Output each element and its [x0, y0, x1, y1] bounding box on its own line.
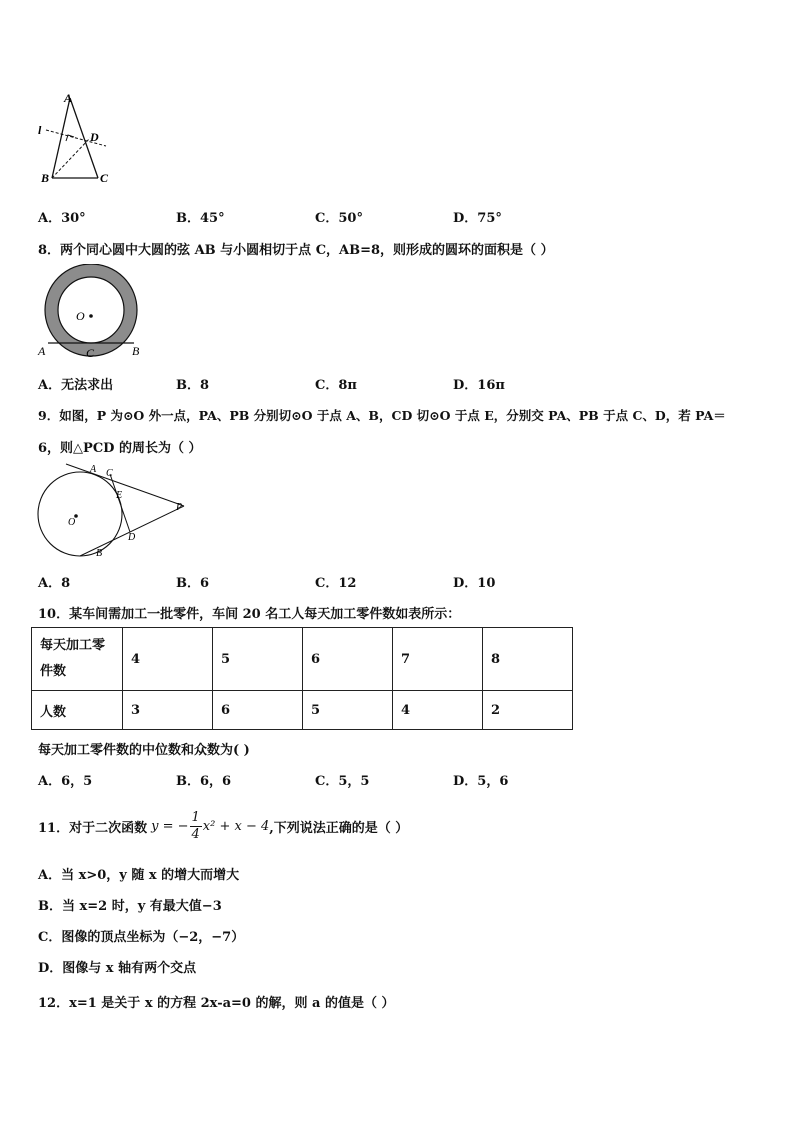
q12-stem: 12．x=1 是关于 x 的方程 2x-a=0 的解，则 a 的值是（ ）	[38, 996, 395, 1011]
q8-label-c: C	[86, 346, 95, 360]
q9-label-c: C	[106, 468, 113, 479]
table-cell: 4	[393, 691, 483, 730]
q11-option-c[interactable]: C．图像的顶点坐标为（−2，−7）	[38, 930, 245, 945]
q9-label-o: O	[68, 517, 76, 528]
q10-stem: 10．某车间需加工一批零件，车间 20 名工人每天加工零件数如表所示：	[38, 607, 461, 622]
q9-option-a[interactable]: A．8	[38, 576, 71, 591]
q9-label-b: B	[96, 548, 103, 559]
q8-label-o: O	[76, 309, 85, 323]
table-row	[32, 628, 573, 691]
q7-option-a[interactable]: A．30°	[38, 211, 86, 226]
q7-label-d: D	[90, 130, 99, 144]
q8-annulus-figure	[34, 264, 150, 360]
table-row	[32, 691, 573, 730]
q10-option-b[interactable]: B．6，6	[176, 774, 232, 789]
table-cell: 4	[123, 628, 213, 691]
q9-label-a: A	[90, 464, 97, 475]
q11-fraction-numerator: 1	[191, 809, 200, 825]
q9-label-p: P	[176, 502, 183, 513]
table-cell: 5	[213, 628, 303, 691]
q9-option-b[interactable]: B．6	[176, 576, 210, 591]
q9-stem-line2: 6，则△PCD 的周长为（ ）	[38, 441, 202, 456]
q11-fraction	[190, 810, 202, 843]
q8-option-c[interactable]: C．8π	[315, 378, 357, 393]
table-header-line1: 每天加工零	[40, 638, 106, 653]
q8-option-d[interactable]: D．16π	[453, 378, 505, 393]
q11-option-a[interactable]: A．当 x>0，y 随 x 的增大而增大	[38, 868, 240, 883]
q9-tangent-figure	[34, 458, 194, 562]
q11-formula-rhs: x² + x − 4	[202, 818, 270, 834]
q9-label-e: E	[116, 490, 123, 501]
q7-label-l: l	[38, 123, 42, 137]
table-cell: 6	[303, 628, 393, 691]
table-cell: 3	[123, 691, 213, 730]
table-cell: 7	[393, 628, 483, 691]
q11-formula-lhs: y = −	[151, 818, 189, 834]
q9-stem-line1: 9．如图，P 为⊙O 外一点，PA、PB 分别切⊙O 于点 A、B，CD 切⊙O 于点 E，分别交 PA、PB 于点 C、D，若 PA＝	[38, 408, 726, 423]
q10-data-table	[31, 627, 573, 730]
table-cell: 6	[213, 691, 303, 730]
q8-option-b[interactable]: B．8	[176, 378, 210, 393]
table-header-cell: 人数	[32, 691, 123, 730]
q9-label-d: D	[128, 532, 136, 543]
table-header-cell	[32, 628, 123, 691]
q8-label-b: B	[132, 344, 140, 358]
q10-option-d[interactable]: D．5，6	[453, 774, 509, 789]
q7-label-a: A	[64, 91, 73, 105]
q11-fraction-denominator: 4	[191, 826, 200, 842]
q11-option-b[interactable]: B．当 x=2 时，y 有最大值−3	[38, 899, 222, 914]
q9-option-c[interactable]: C．12	[315, 576, 357, 591]
q9-option-d[interactable]: D．10	[453, 576, 496, 591]
q7-option-d[interactable]: D．75°	[453, 211, 502, 226]
q11-stem	[38, 806, 408, 846]
q11-stem-prefix: 11．对于二次函数	[38, 820, 148, 836]
q10-option-a[interactable]: A．6，5	[38, 774, 93, 789]
q7-triangle-figure	[30, 88, 120, 188]
q8-option-a[interactable]: A．无法求出	[38, 378, 114, 393]
table-cell: 5	[303, 691, 393, 730]
q7-option-c[interactable]: C．50°	[315, 211, 363, 226]
q8-stem: 8．两个同心圆中大圆的弦 AB 与小圆相切于点 C，AB=8，则形成的圆环的面积是（ ）	[38, 243, 554, 258]
table-header-line2: 件数	[40, 664, 67, 679]
q7-option-b[interactable]: B．45°	[176, 211, 225, 226]
q8-label-a: A	[38, 344, 46, 358]
q7-label-b: B	[41, 171, 50, 185]
q10-question: 每天加工零件数的中位数和众数为( )	[38, 743, 250, 758]
table-cell: 8	[483, 628, 573, 691]
table-cell: 2	[483, 691, 573, 730]
q11-option-d[interactable]: D．图像与 x 轴有两个交点	[38, 961, 197, 976]
q11-stem-suffix: ,下列说法正确的是（ ）	[269, 820, 409, 836]
q10-option-c[interactable]: C．5，5	[315, 774, 370, 789]
q7-label-c: C	[100, 171, 109, 185]
